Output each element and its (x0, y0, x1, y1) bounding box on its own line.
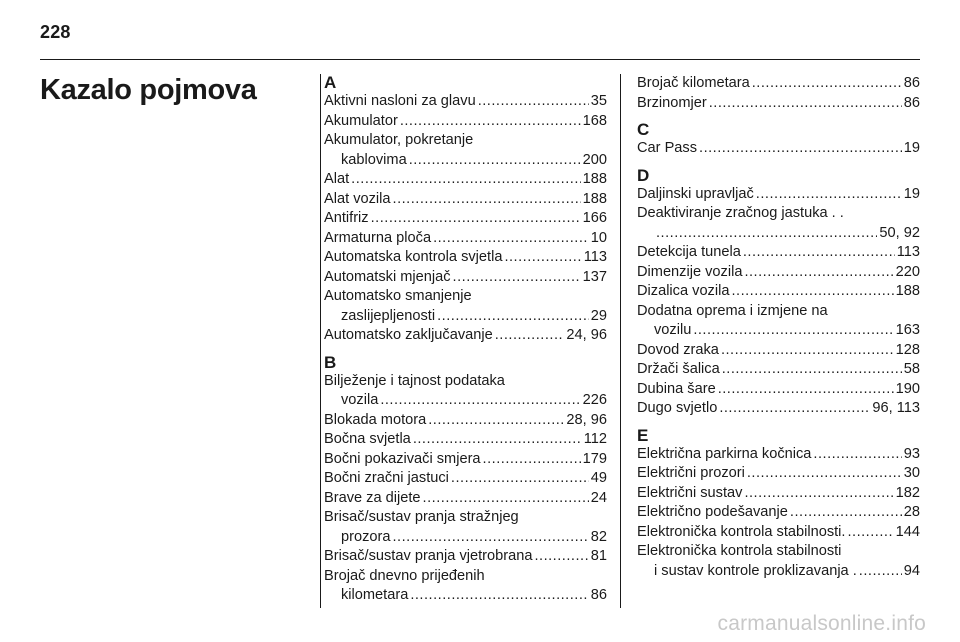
index-entry-term: Dimenzije vozila (637, 263, 743, 280)
index-entry-pages: 220 (895, 263, 920, 280)
index-entry-pages: 86 (903, 75, 920, 91)
index-entry-term: Električni sustav (637, 484, 743, 501)
section-title: Kazalo pojmova (40, 74, 257, 106)
index-entry-pages: 28 (903, 504, 920, 520)
dot-leader (433, 229, 589, 249)
index-entry (324, 229, 607, 249)
dot-leader (392, 528, 588, 548)
index-entry-pages: 144 (895, 523, 920, 540)
index-entry-pages: 96, 113 (872, 400, 920, 416)
index-entry-pages: 137 (582, 268, 607, 285)
dot-leader (413, 430, 582, 450)
index-entry (324, 586, 607, 606)
index-entry-term: Antifriz (324, 210, 369, 226)
index-entry-term: Bočna svjetla (324, 431, 411, 447)
index-entry-line: Bilježenje i tajnost podataka (324, 372, 505, 389)
header-rule (40, 59, 920, 60)
index-entry-term: Blokada motora (324, 411, 427, 428)
page-number: 228 (40, 22, 71, 42)
dot-leader (495, 326, 565, 346)
index-entry (324, 450, 607, 470)
index-entry (637, 74, 920, 94)
index-entry-pages: 49 (590, 470, 607, 486)
column-divider-left (320, 74, 321, 608)
dot-leader (721, 341, 894, 361)
index-entry-term: Akumulator (324, 112, 398, 129)
index-entry-term: Električno podešavanje (637, 504, 788, 520)
dot-leader (859, 562, 902, 582)
index-entry-term: Detekcija tunela (637, 244, 741, 260)
index-entry-line: Elektronička kontrola stabilnosti (637, 543, 842, 559)
dot-leader (451, 469, 589, 489)
dot-leader (718, 380, 894, 400)
index-entry-line: Automatsko smanjenje (324, 288, 472, 304)
dot-leader (709, 94, 902, 114)
index-entry-term: vozila (341, 392, 379, 408)
index-entry-line: Akumulator, pokretanje (324, 132, 474, 148)
index-entry-pages: 93 (903, 445, 920, 462)
index-entry-pages: 24, 96 (566, 327, 607, 343)
index-entry-line: Brisač/sustav pranja stražnjeg (324, 509, 519, 525)
index-letter-heading: A (324, 73, 337, 92)
index-entry-pages: 190 (895, 380, 920, 397)
dot-leader (351, 170, 580, 190)
index-entry (637, 399, 920, 419)
index-entry-pages: 81 (590, 548, 607, 564)
dot-leader (393, 190, 581, 210)
dot-leader (790, 503, 902, 523)
dot-leader (371, 209, 581, 229)
index-entry-term: kablovima (341, 151, 407, 168)
index-entry (637, 224, 920, 244)
index-entry-pages: 50, 92 (879, 224, 920, 241)
index-entry-term: Bočni pokazivači smjera (324, 450, 481, 467)
index-entry-pages: 19 (903, 185, 920, 202)
index-entry-pages: 179 (582, 450, 607, 467)
index-entry-pages: 10 (590, 229, 607, 246)
dot-leader (719, 399, 870, 419)
dot-leader (478, 92, 589, 112)
index-entry-term: kilometara (341, 587, 409, 603)
index-entry-term: Električni prozori (637, 465, 745, 481)
index-entry-pages: 188 (582, 190, 607, 207)
dot-leader (656, 224, 877, 244)
index-entry-pages: 168 (582, 112, 607, 129)
index-entry (324, 170, 607, 190)
index-letter-heading: D (637, 165, 650, 185)
index-entry-term: Brisač/sustav pranja vjetrobrana (324, 548, 533, 564)
index-entry-term: Aktivni nasloni za glavu (324, 93, 476, 109)
index-entry (324, 430, 607, 450)
index-entry (637, 562, 920, 582)
index-entry-pages: 86 (590, 587, 607, 603)
index-entry-line: Deaktiviranje zračnog jastuka . . (637, 205, 844, 221)
index-entry-term: Dugo svjetlo (637, 400, 718, 416)
index-entry-pages: 28, 96 (566, 411, 607, 428)
index-entry-term: Automatsko zaključavanje (324, 327, 493, 343)
index-entry-term: Dovod zraka (637, 341, 719, 358)
index-entry (324, 151, 607, 171)
index-letter-heading: C (637, 120, 650, 139)
watermark: carmanualsonline.info (717, 612, 926, 635)
dot-leader (453, 268, 581, 288)
index-entry-term: Držači šalica (637, 361, 720, 377)
index-entry-term: Alat vozila (324, 190, 391, 207)
dot-leader (534, 547, 588, 567)
index-entry (324, 547, 607, 567)
index-entry-pages: 113 (896, 244, 920, 260)
index-letter-heading: E (637, 425, 649, 445)
index-entry (637, 484, 920, 504)
index-entry-pages: 188 (582, 171, 607, 187)
index-entry-term: Car Pass (637, 140, 698, 156)
index-entry-term: Automatski mjenjač (324, 268, 451, 285)
index-entry-term: zaslijepljenosti (341, 307, 436, 324)
index-entry-term: Električna parkirna kočnica (637, 445, 812, 462)
dot-leader (483, 450, 581, 470)
index-entry (324, 268, 607, 288)
dot-leader (693, 321, 893, 341)
index-entry-term: Bočni zračni jastuci (324, 470, 449, 486)
dot-leader (437, 307, 589, 327)
index-entry (637, 243, 920, 263)
dot-leader (744, 263, 893, 283)
index-entry (324, 92, 607, 112)
index-entry-line: Brojač dnevno prijeđenih (324, 567, 485, 584)
index-entry (637, 282, 920, 302)
index-entry-pages: 35 (590, 93, 607, 109)
index-entry-term: Brzinomjer (637, 94, 707, 111)
dot-leader (813, 445, 901, 465)
index-entry-pages: 58 (903, 361, 920, 377)
index-entry (324, 209, 607, 229)
dot-leader (410, 586, 588, 606)
index-entry-pages: 188 (895, 283, 920, 299)
dot-leader (747, 464, 902, 484)
index-entry (324, 190, 607, 210)
index-entry-term: Alat (324, 171, 350, 187)
index-entry-pages: 94 (903, 562, 920, 579)
index-entry (637, 263, 920, 283)
index-entry-term: prozora (341, 528, 391, 545)
index-letter-heading: B (324, 352, 337, 372)
dot-leader (744, 484, 893, 504)
index-entry-term: vozilu (654, 322, 692, 338)
index-entry (637, 185, 920, 205)
index-entry (637, 139, 920, 159)
index-entry (637, 445, 920, 465)
index-entry (637, 94, 920, 114)
index-entry-term: Dizalica vozila (637, 283, 730, 299)
index-entry (324, 307, 607, 327)
index-entry-pages: 200 (582, 151, 607, 168)
index-entry-term: Daljinski upravljač (637, 185, 754, 202)
index-entry-pages: 226 (582, 392, 607, 408)
dot-leader (423, 489, 589, 509)
index-entry (324, 528, 607, 548)
index-entry (637, 321, 920, 341)
index-entry-pages: 182 (895, 484, 920, 501)
column-divider-right (620, 74, 621, 608)
index-entry-term: Armaturna ploča (324, 229, 432, 246)
index-entry (324, 112, 607, 132)
index-entry (324, 326, 607, 346)
dot-leader (743, 243, 895, 263)
dot-leader (400, 112, 581, 132)
index-column-2 (637, 74, 920, 581)
index-entry (637, 464, 920, 484)
dot-leader (428, 411, 564, 431)
index-entry-pages: 163 (895, 322, 920, 338)
index-entry (637, 341, 920, 361)
index-entry (637, 523, 920, 543)
index-entry-term: i sustav kontrole proklizavanja . (654, 562, 857, 579)
dot-leader (504, 248, 581, 268)
dot-leader (699, 139, 902, 159)
index-entry (324, 489, 607, 509)
index-entry-term: Dubina šare (637, 380, 716, 397)
index-entry (637, 503, 920, 523)
dot-leader (380, 391, 580, 411)
index-entry-pages: 86 (903, 94, 920, 111)
index-entry (324, 391, 607, 411)
index-entry (324, 248, 607, 268)
index-column-1 (324, 74, 607, 606)
dot-leader (847, 523, 893, 543)
dot-leader (722, 360, 902, 380)
dot-leader (752, 74, 902, 94)
dot-leader (409, 151, 581, 171)
index-entry-pages: 29 (590, 307, 607, 324)
index-entry-pages: 166 (582, 210, 607, 226)
index-entry-pages: 112 (583, 431, 607, 447)
index-entry-pages: 113 (583, 249, 607, 265)
index-entry (324, 469, 607, 489)
index-entry-pages: 30 (903, 465, 920, 481)
index-entry (637, 380, 920, 400)
index-entry-pages: 128 (895, 341, 920, 358)
index-entry-line: Dodatna oprema i izmjene na (637, 302, 828, 319)
index-entry-pages: 82 (590, 528, 607, 545)
dot-leader (731, 282, 893, 302)
index-entry (324, 411, 607, 431)
index-entry (637, 360, 920, 380)
dot-leader (756, 185, 902, 205)
index-entry-term: Brave za dijete (324, 489, 421, 506)
index-entry-term: Elektronička kontrola stabilnosti. (637, 523, 846, 540)
index-entry-term: Brojač kilometara (637, 75, 750, 91)
index-entry-pages: 24 (590, 489, 607, 506)
index-entry-pages: 19 (903, 140, 920, 156)
index-entry-term: Automatska kontrola svjetla (324, 249, 503, 265)
